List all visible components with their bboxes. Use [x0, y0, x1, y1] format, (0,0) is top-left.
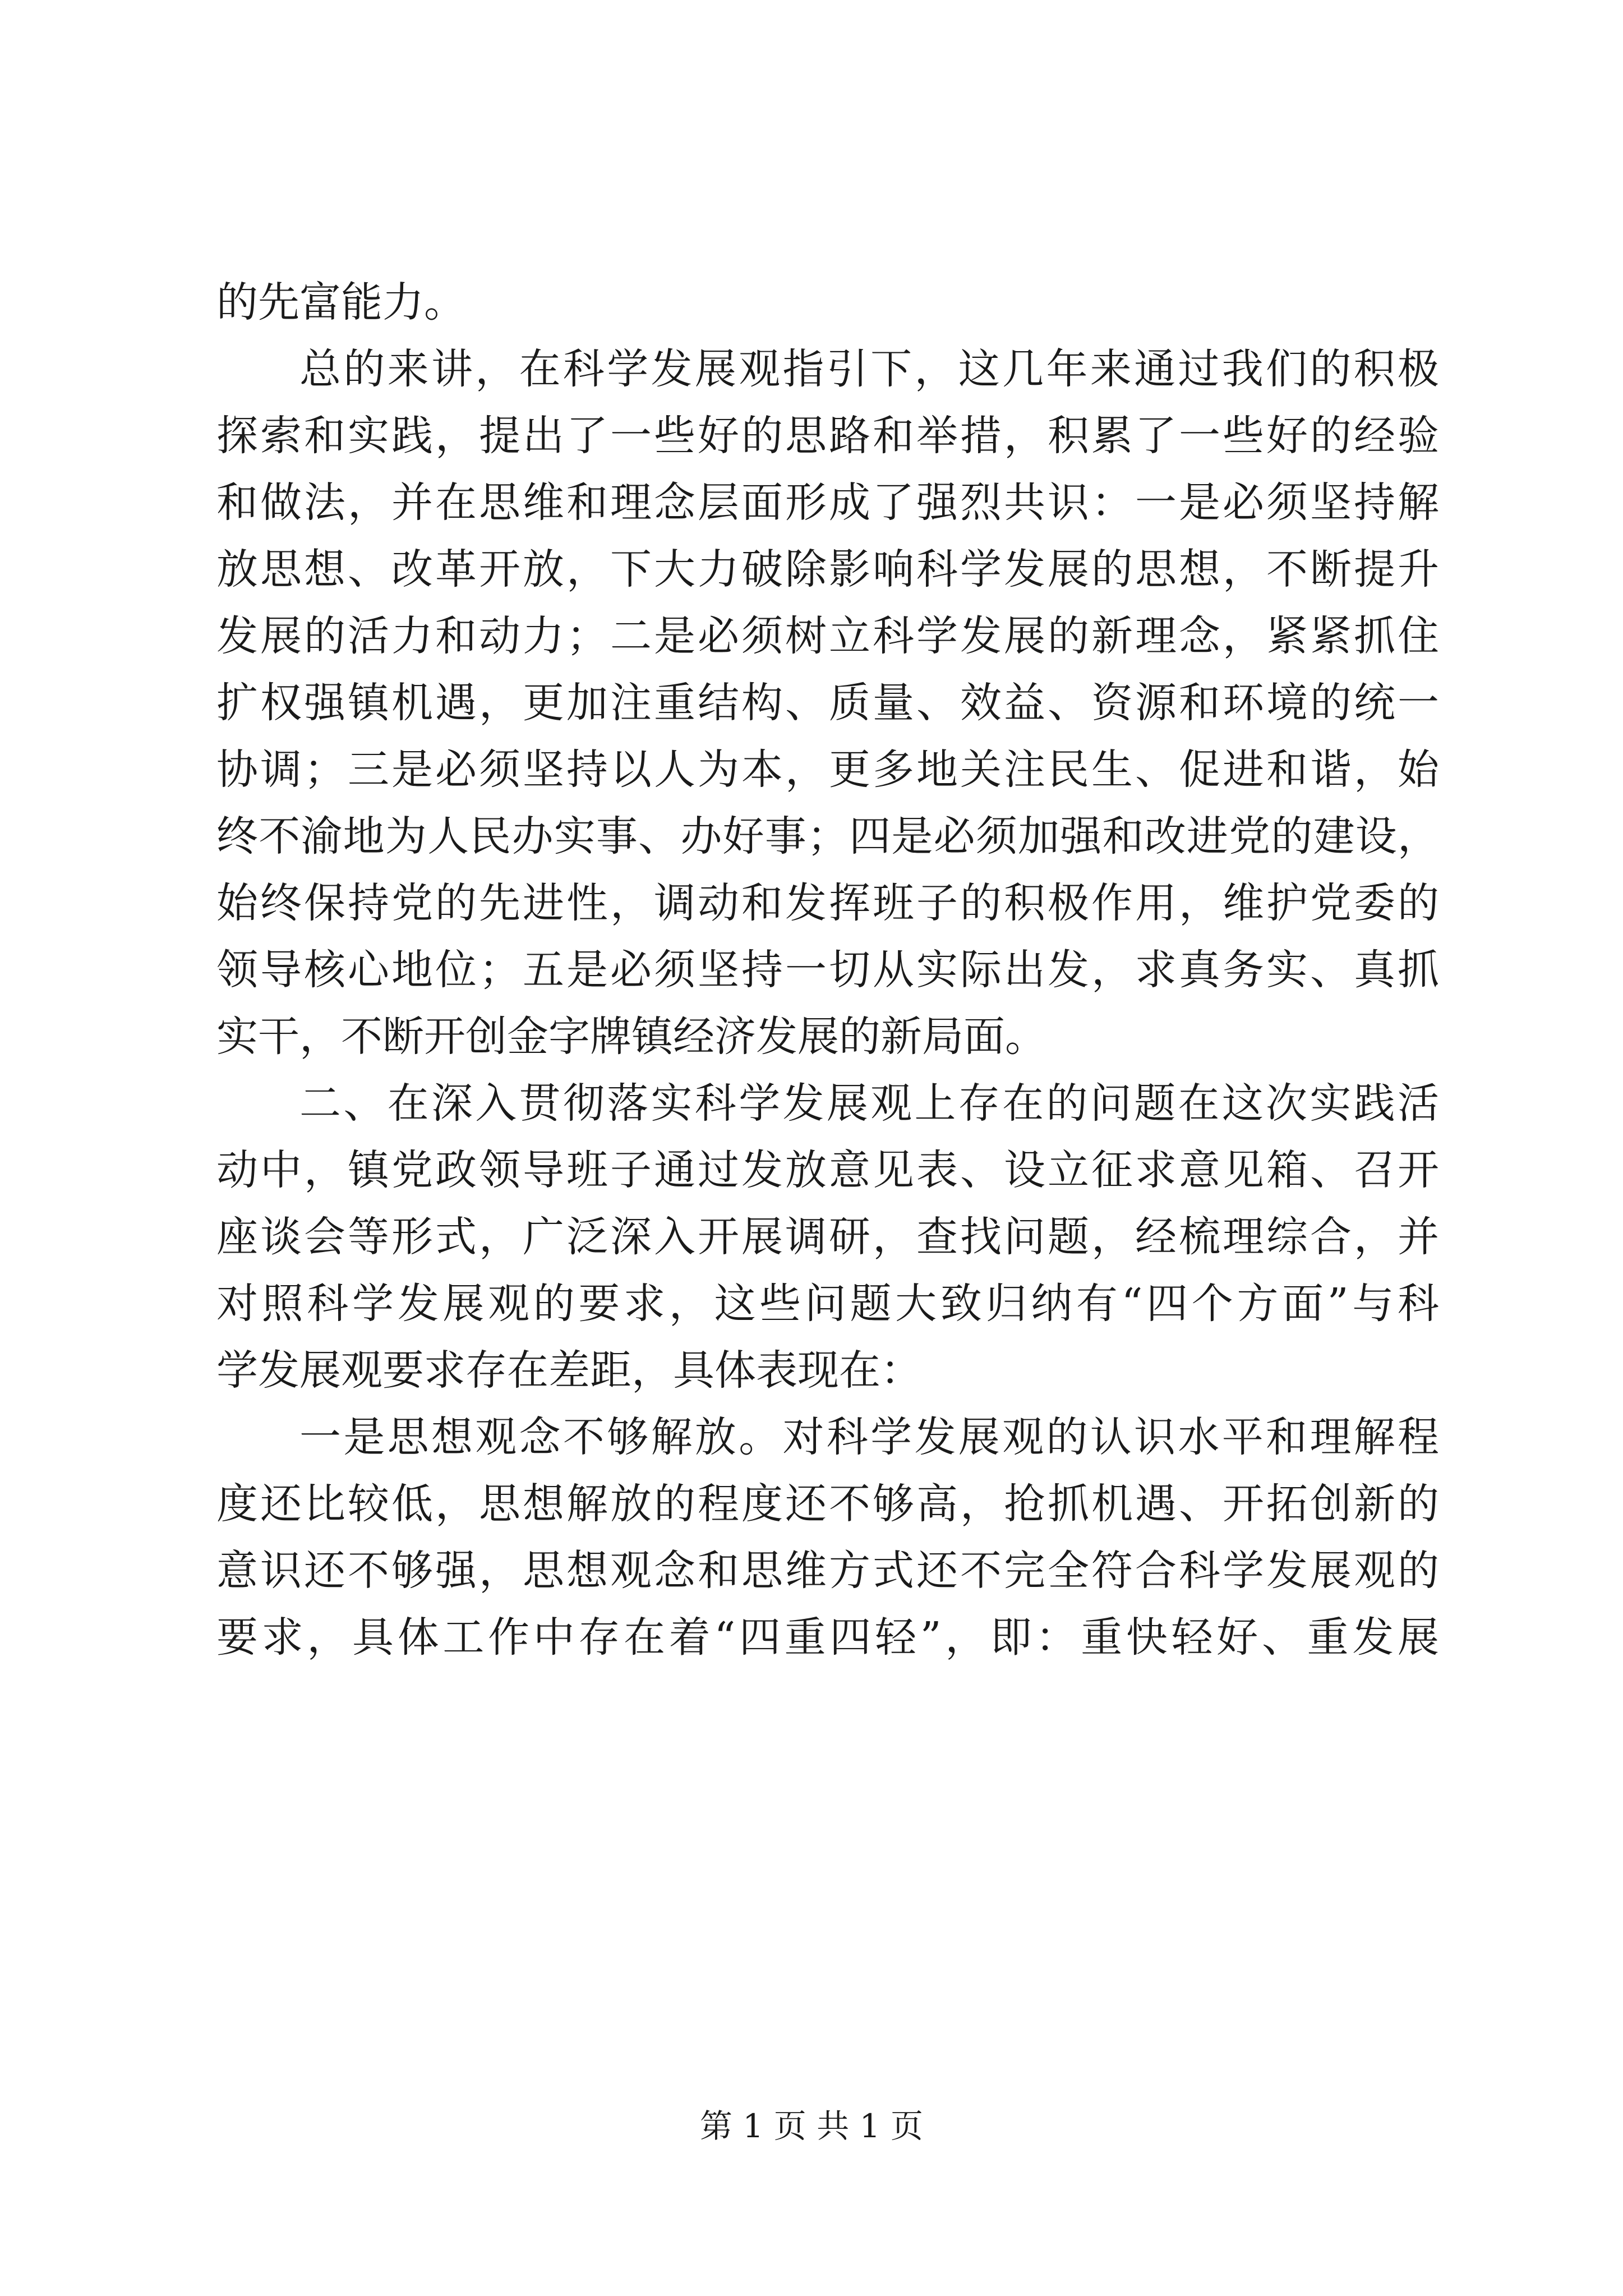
text-line: 始终保持党的先进性，调动和发挥班子的积极作用，维护党委的	[216, 879, 1439, 927]
text-line: 总的来讲，在科学发展观指引下，这几年来通过我们的积极	[299, 345, 1439, 393]
text-line: 对照科学发展观的要求，这些问题大致归纳有“四个方面”与科	[216, 1280, 1439, 1328]
text-line: 终不渝地为人民办实事、办好事；四是必须加强和改进党的建设，	[216, 812, 1439, 861]
page-footer: 第 1 页 共 1 页	[700, 2107, 923, 2145]
document-body	[216, 269, 1439, 1671]
text-line: 领导核心地位；五是必须坚持一切从实际出发，求真务实、真抓	[216, 946, 1439, 994]
text-line: 意识还不够强，思想观念和思维方式还不完全符合科学发展观的	[216, 1547, 1439, 1595]
text-line: 动中，镇党政领导班子通过发放意见表、设立征求意见箱、召开	[216, 1146, 1439, 1194]
text-line: 协调；三是必须坚持以人为本，更多地关注民生、促进和谐，始	[216, 746, 1439, 794]
text-line: 要求，具体工作中存在着“四重四轻”，即：重快轻好、重发展	[216, 1613, 1439, 1662]
text-line: 度还比较低，思想解放的程度还不够高，抢抓机遇、开拓创新的	[216, 1480, 1439, 1528]
text-line: 二、在深入贯彻落实科学发展观上存在的问题在这次实践活	[299, 1079, 1439, 1128]
text-line: 的先富能力。	[216, 278, 465, 326]
text-line: 座谈会等形式，广泛深入开展调研，查找问题，经梳理综合，并	[216, 1213, 1439, 1261]
text-line: 放思想、改革开放，下大力破除影响科学发展的思想，不断提升	[216, 545, 1439, 593]
text-line: 学发展观要求存在差距，具体表现在：	[216, 1346, 922, 1395]
text-line: 实干，不断开创金字牌镇经济发展的新局面。	[216, 1013, 1046, 1061]
text-line: 扩权强镇机遇，更加注重结构、质量、效益、资源和环境的统一	[216, 679, 1439, 727]
text-line: 探索和实践，提出了一些好的思路和举措，积累了一些好的经验	[216, 412, 1439, 460]
text-line: 一是思想观念不够解放。对科学发展观的认识水平和理解程	[299, 1413, 1439, 1461]
text-line: 和做法，并在思维和理念层面形成了强烈共识：一是必须坚持解	[216, 478, 1439, 527]
text-line: 发展的活力和动力；二是必须树立科学发展的新理念，紧紧抓住	[216, 612, 1439, 660]
